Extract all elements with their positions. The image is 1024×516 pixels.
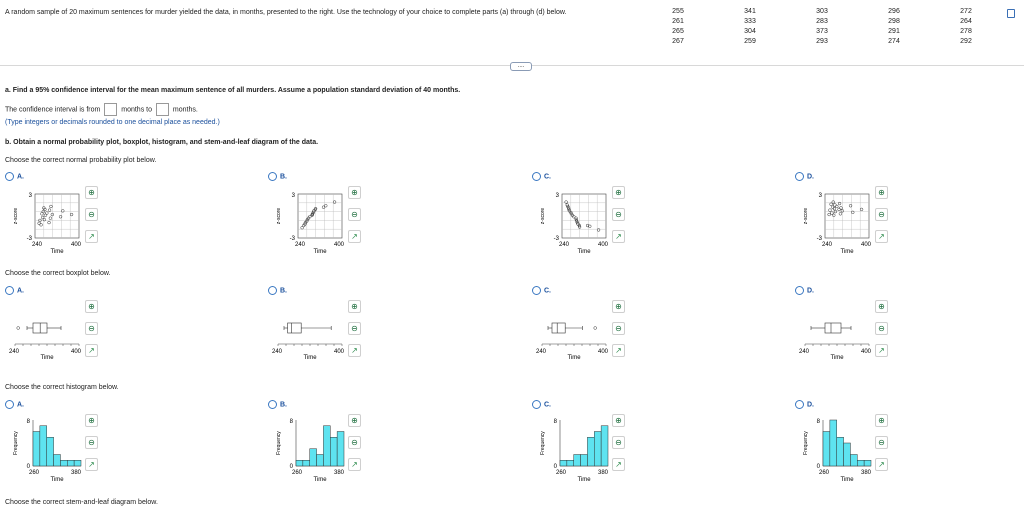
radio-button[interactable] — [795, 172, 804, 181]
table-cell: 296 — [888, 7, 900, 15]
table-cell: 373 — [816, 27, 828, 35]
table-cell: 265 — [672, 27, 684, 35]
option-letter: C. — [544, 173, 551, 181]
y-tick-label: 8 — [26, 419, 30, 425]
y-tick-label: 0 — [816, 464, 820, 470]
zoom-out-glyph: ⊖ — [88, 438, 95, 447]
option-choice[interactable] — [5, 400, 24, 409]
part-a-hint: (Type integers or decimals rounded to one decimal place as needed.) — [5, 119, 220, 126]
zoom-out-glyph: ⊖ — [88, 210, 95, 219]
ci-upper-input[interactable] — [156, 103, 169, 116]
normal-chart — [268, 184, 358, 264]
copy-data-icon[interactable] — [1007, 9, 1015, 18]
normal-chart — [532, 184, 622, 264]
y-axis-label: z-score — [803, 207, 809, 225]
normal-chart — [5, 184, 95, 264]
y-tick-label: 8 — [289, 419, 293, 425]
histogram-bar — [40, 426, 47, 466]
x-tick-label: 380 — [861, 470, 872, 476]
normal-chart — [795, 184, 885, 264]
histogram-bar — [303, 460, 310, 466]
histogram-bar — [296, 460, 303, 466]
option-choice[interactable] — [532, 400, 551, 409]
table-cell: 261 — [672, 17, 684, 25]
y-tick-label: 0 — [553, 464, 557, 470]
x-tick-label: 240 — [32, 242, 43, 248]
option-letter: D. — [807, 287, 814, 295]
zoom-in-glyph: ⊕ — [878, 188, 885, 197]
histogram-bar — [67, 460, 74, 466]
table-cell: 259 — [744, 37, 756, 45]
x-tick-label: 240 — [559, 242, 570, 248]
histogram-bar — [830, 420, 837, 466]
sentence-start: The confidence interval is from — [5, 106, 101, 114]
option-choice[interactable] — [268, 400, 287, 409]
popout-glyph: ↗ — [878, 460, 885, 469]
popout-glyph: ↗ — [351, 232, 358, 241]
option-letter: D. — [807, 173, 814, 181]
y-tick-label: 0 — [289, 464, 293, 470]
option-choice[interactable] — [795, 400, 814, 409]
popout-glyph: ↗ — [615, 232, 622, 241]
radio-button[interactable] — [268, 286, 277, 295]
radio-button[interactable] — [5, 286, 14, 295]
x-tick-label: 240 — [295, 242, 306, 248]
zoom-in-glyph: ⊕ — [351, 416, 358, 425]
y-tick-label: -3 — [289, 236, 295, 242]
table-row — [642, 36, 1002, 46]
y-axis-label: Frequency — [13, 431, 19, 455]
option-letter: B. — [280, 287, 287, 295]
zoom-in-glyph: ⊕ — [878, 302, 885, 311]
x-axis-label: Time — [313, 477, 327, 483]
option-letter: A. — [17, 173, 24, 181]
x-axis-label: Time — [567, 355, 581, 361]
histogram-bar — [74, 460, 81, 466]
x-tick-label: 400 — [861, 242, 872, 248]
zoom-in-glyph: ⊕ — [615, 188, 622, 197]
hist-chart — [268, 412, 358, 492]
histogram-bar — [823, 432, 830, 467]
x-axis-label: Time — [840, 249, 854, 255]
option-letter: B. — [280, 401, 287, 409]
histogram-bar — [567, 460, 574, 466]
radio-button[interactable] — [795, 400, 804, 409]
plot-frame — [825, 194, 869, 238]
histogram-bar — [330, 437, 337, 466]
y-tick-label: 3 — [818, 193, 822, 199]
histogram-bar — [47, 437, 54, 466]
table-cell: 293 — [816, 37, 828, 45]
histogram-bar — [33, 432, 40, 467]
x-axis-label: Time — [577, 249, 591, 255]
y-axis-label: Frequency — [276, 431, 282, 455]
outlier-point — [594, 327, 597, 330]
part-a-question: a. Find a 95% confidence interval for the mean maximum sentence of all murders. Assume a population standard deviation of 40 months. — [5, 87, 461, 94]
zoom-out-glyph: ⊖ — [878, 438, 885, 447]
normal-plot-prompt: Choose the correct normal probability plot below. — [5, 157, 157, 164]
radio-button[interactable] — [5, 400, 14, 409]
box-chart — [795, 298, 885, 378]
histogram-bar — [601, 426, 608, 466]
table-cell: 267 — [672, 37, 684, 45]
y-tick-label: 3 — [291, 193, 295, 199]
outlier-point — [17, 327, 20, 330]
sentence-mid: months to — [121, 106, 152, 114]
x-tick-label: 240 — [9, 349, 20, 355]
table-cell: 291 — [888, 27, 900, 35]
table-cell: 303 — [816, 7, 828, 15]
x-axis-label: Time — [303, 355, 317, 361]
option-letter: C. — [544, 287, 551, 295]
hist-chart — [5, 412, 95, 492]
option-choice[interactable] — [268, 172, 287, 181]
option-choice[interactable] — [795, 286, 814, 295]
zoom-in-glyph: ⊕ — [615, 416, 622, 425]
radio-button[interactable] — [532, 172, 541, 181]
y-tick-label: 3 — [28, 193, 32, 199]
option-letter: C. — [544, 401, 551, 409]
y-axis-label: z-score — [13, 207, 19, 225]
zoom-in-glyph: ⊕ — [351, 188, 358, 197]
radio-button[interactable] — [795, 286, 804, 295]
boxplot-prompt: Choose the correct boxplot below. — [5, 270, 111, 277]
plot-frame — [562, 194, 606, 238]
table-row — [642, 16, 1002, 26]
y-tick-label: -3 — [553, 236, 559, 242]
box — [552, 323, 565, 333]
popout-glyph: ↗ — [351, 460, 358, 469]
table-cell: 298 — [888, 17, 900, 25]
table-cell: 264 — [960, 17, 972, 25]
box-chart — [268, 298, 358, 378]
hist-chart — [795, 412, 885, 492]
option-choice[interactable] — [5, 172, 24, 181]
table-cell: 272 — [960, 7, 972, 15]
x-tick-label: 400 — [334, 242, 345, 248]
table-cell: 255 — [672, 7, 684, 15]
x-tick-label: 400 — [861, 349, 872, 355]
table-row — [642, 26, 1002, 36]
table-cell: 278 — [960, 27, 972, 35]
radio-button[interactable] — [532, 400, 541, 409]
y-axis-label: z-score — [540, 207, 546, 225]
y-tick-label: 8 — [553, 419, 557, 425]
table-cell: 292 — [960, 37, 972, 45]
option-letter: B. — [280, 173, 287, 181]
histogram-bar — [587, 437, 594, 466]
option-letter: D. — [807, 401, 814, 409]
stemleaf-prompt: Choose the correct stem-and-leaf diagram below. — [5, 499, 158, 506]
y-tick-label: 3 — [555, 193, 559, 199]
histogram-bar — [594, 432, 601, 467]
histogram-bar — [850, 455, 857, 467]
intro-text: A random sample of 20 maximum sentences for murder yielded the data, in months, presented to the right. Use the technology of your choice to complete parts (a) through (d) below. — [5, 9, 567, 16]
zoom-out-glyph: ⊖ — [878, 324, 885, 333]
zoom-in-glyph: ⊕ — [88, 188, 95, 197]
x-tick-label: 240 — [822, 242, 833, 248]
zoom-out-glyph: ⊖ — [351, 324, 358, 333]
y-tick-label: 8 — [816, 419, 820, 425]
histogram-bar — [323, 426, 330, 466]
histogram-bar — [837, 437, 844, 466]
data-table — [642, 6, 1002, 46]
x-axis-label: Time — [50, 477, 64, 483]
ci-lower-input[interactable] — [104, 103, 117, 116]
x-axis-label: Time — [840, 477, 854, 483]
zoom-out-glyph: ⊖ — [351, 438, 358, 447]
box-chart — [5, 298, 95, 378]
table-cell: 283 — [816, 17, 828, 25]
x-axis-label: Time — [40, 355, 54, 361]
popout-glyph: ↗ — [88, 232, 95, 241]
y-axis-label: z-score — [276, 207, 282, 225]
histogram-bar — [317, 455, 324, 467]
popout-glyph: ↗ — [615, 460, 622, 469]
box — [288, 323, 302, 333]
zoom-in-glyph: ⊕ — [351, 302, 358, 311]
zoom-out-glyph: ⊖ — [88, 324, 95, 333]
box — [825, 323, 841, 333]
part-a-sentence — [5, 103, 198, 116]
sentence-end: months. — [172, 106, 198, 114]
histogram-bar — [54, 455, 61, 467]
option-letter: A. — [17, 401, 24, 409]
y-axis-label: Frequency — [540, 431, 546, 455]
zoom-out-glyph: ⊖ — [615, 438, 622, 447]
x-tick-label: 260 — [556, 470, 567, 476]
histogram-bar — [857, 460, 864, 466]
x-tick-label: 380 — [598, 470, 609, 476]
option-choice[interactable] — [795, 172, 814, 181]
x-tick-label: 260 — [29, 470, 40, 476]
histogram-bar — [310, 449, 317, 466]
hist-chart — [532, 412, 622, 492]
option-choice[interactable] — [268, 286, 287, 295]
x-axis-label: Time — [313, 249, 327, 255]
option-choice[interactable] — [532, 172, 551, 181]
x-tick-label: 400 — [598, 349, 609, 355]
x-axis-label: Time — [50, 249, 64, 255]
x-tick-label: 400 — [71, 349, 82, 355]
table-cell: 304 — [744, 27, 756, 35]
option-choice[interactable] — [5, 286, 24, 295]
radio-button[interactable] — [268, 172, 277, 181]
histogram-bar — [574, 455, 581, 467]
x-tick-label: 380 — [71, 470, 82, 476]
popout-glyph: ↗ — [351, 346, 358, 355]
x-tick-label: 240 — [799, 349, 810, 355]
popout-glyph: ↗ — [615, 346, 622, 355]
y-tick-label: -3 — [816, 236, 822, 242]
zoom-out-glyph: ⊖ — [878, 210, 885, 219]
y-axis-label: Frequency — [803, 431, 809, 455]
popout-glyph: ↗ — [88, 460, 95, 469]
plot-frame — [298, 194, 342, 238]
zoom-out-glyph: ⊖ — [615, 210, 622, 219]
zoom-in-glyph: ⊕ — [615, 302, 622, 311]
zoom-in-glyph: ⊕ — [878, 416, 885, 425]
box-chart — [532, 298, 622, 378]
radio-button[interactable] — [532, 286, 541, 295]
x-tick-label: 400 — [334, 349, 345, 355]
histogram-bar — [844, 443, 851, 466]
zoom-out-glyph: ⊖ — [615, 324, 622, 333]
popout-glyph: ↗ — [878, 232, 885, 241]
popout-glyph: ↗ — [88, 346, 95, 355]
zoom-out-glyph: ⊖ — [351, 210, 358, 219]
option-letter: A. — [17, 287, 24, 295]
x-tick-label: 260 — [292, 470, 303, 476]
table-cell: 341 — [744, 7, 756, 15]
option-choice[interactable] — [532, 286, 551, 295]
histogram-bar — [337, 432, 344, 467]
plot-frame — [35, 194, 79, 238]
radio-button[interactable] — [5, 172, 14, 181]
x-tick-label: 240 — [536, 349, 547, 355]
table-cell: 333 — [744, 17, 756, 25]
zoom-in-glyph: ⊕ — [88, 302, 95, 311]
x-axis-label: Time — [577, 477, 591, 483]
popout-glyph: ↗ — [878, 346, 885, 355]
table-cell: 274 — [888, 37, 900, 45]
x-tick-label: 400 — [598, 242, 609, 248]
histogram-bar — [560, 460, 567, 466]
x-tick-label: 380 — [334, 470, 345, 476]
x-tick-label: 240 — [272, 349, 283, 355]
x-axis-label: Time — [830, 355, 844, 361]
table-row — [642, 6, 1002, 16]
radio-button[interactable] — [268, 400, 277, 409]
zoom-in-glyph: ⊕ — [88, 416, 95, 425]
expand-ellipsis-button[interactable]: .... — [510, 62, 532, 71]
part-b-question: b. Obtain a normal probability plot, boxplot, histogram, and stem-and-leaf diagram of the data. — [5, 139, 319, 146]
histogram-prompt: Choose the correct histogram below. — [5, 384, 119, 391]
x-tick-label: 400 — [71, 242, 82, 248]
histogram-bar — [60, 460, 67, 466]
histogram-bar — [864, 460, 871, 466]
x-tick-label: 260 — [819, 470, 830, 476]
y-tick-label: -3 — [26, 236, 32, 242]
histogram-bar — [581, 455, 588, 467]
y-tick-label: 0 — [26, 464, 30, 470]
